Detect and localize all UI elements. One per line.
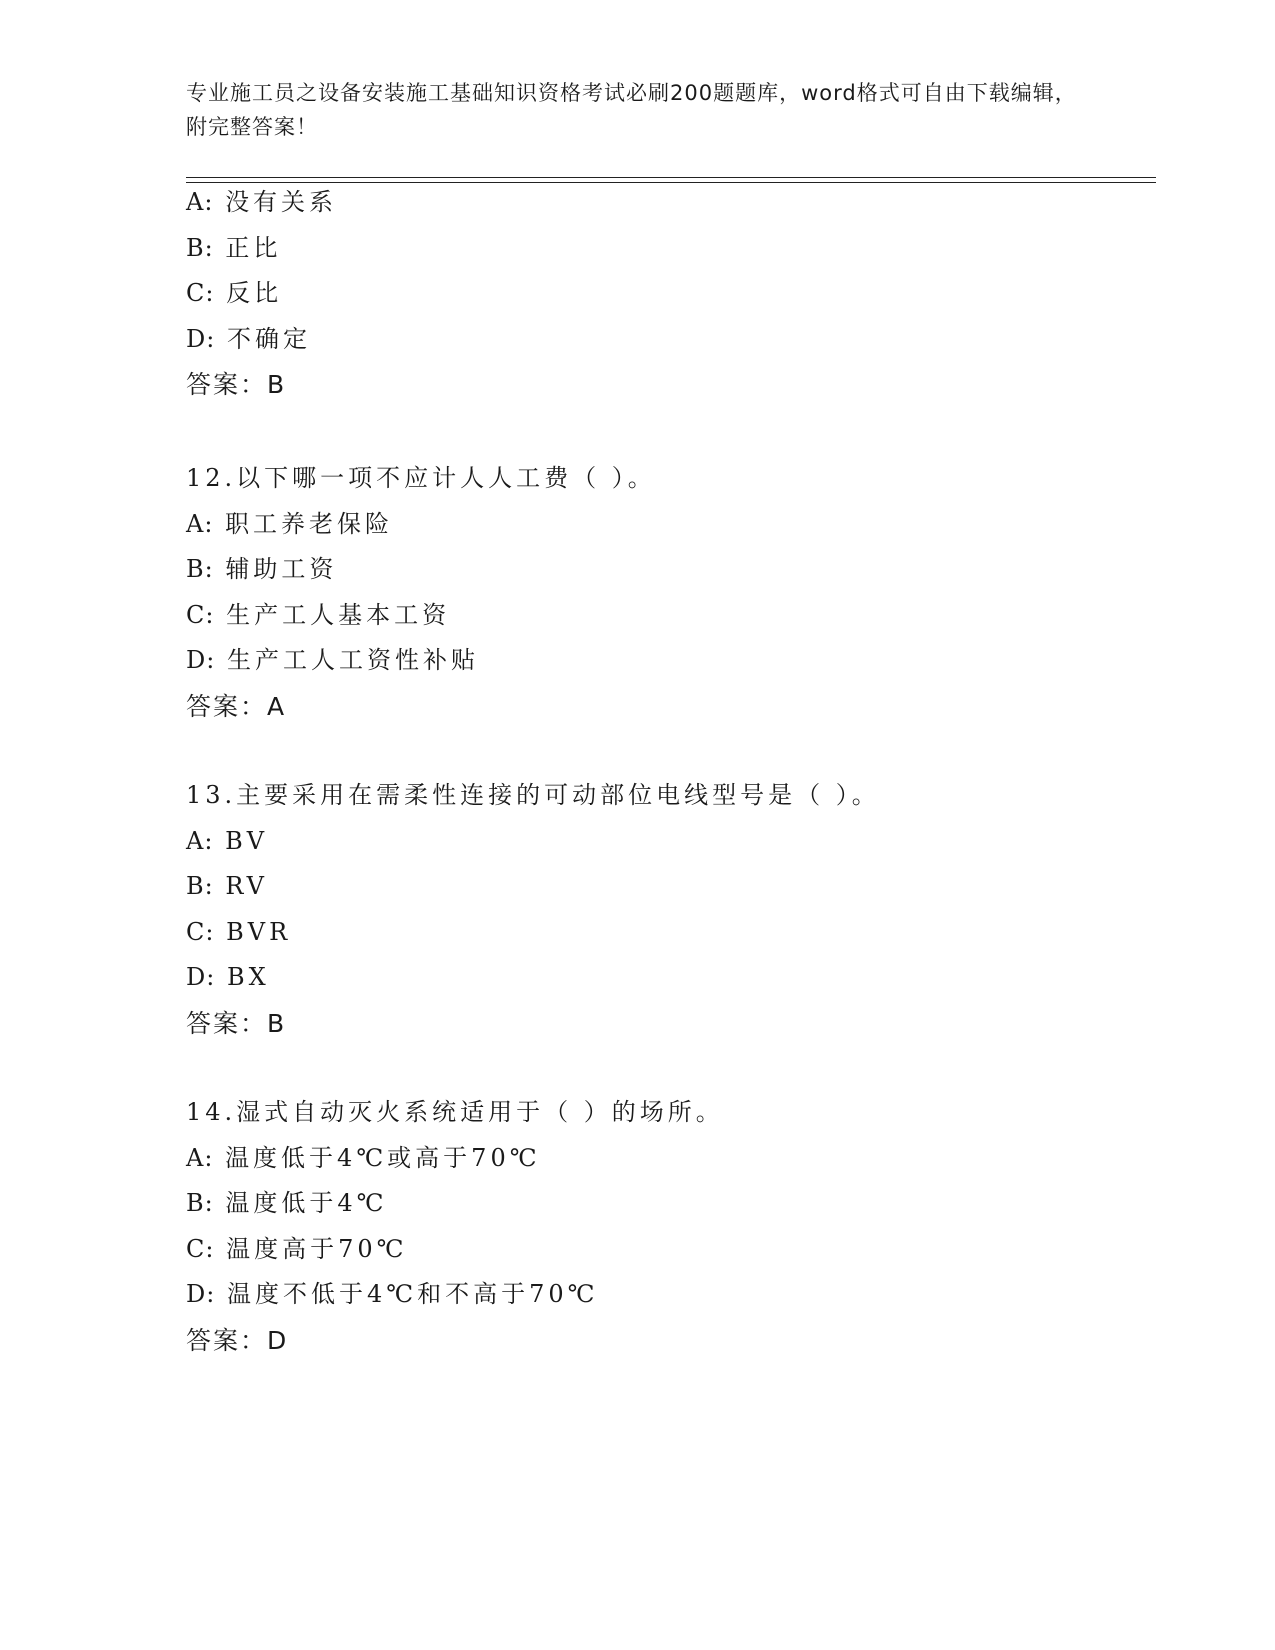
option-text: 辅助工资 [225,555,338,583]
option-b [186,1181,1146,1227]
option-letter: D: [186,324,216,353]
option-c [186,593,1146,639]
option-letter: A: [186,826,214,855]
option-text: 温度低于4℃或高于70℃ [225,1143,541,1172]
option-text: 职工养老保险 [225,509,394,538]
option-text: 温度不低于4℃和不高于70℃ [226,1280,599,1308]
option-text: 温度低于4℃ [225,1189,388,1217]
option-c [186,1227,1146,1273]
answer-line: 答案：B [186,1008,287,1038]
option-letter: D: [186,1280,216,1308]
option-d [186,955,1146,1001]
question-stem: 12.以下哪一项不应计人人工费（ ）。 [186,464,656,492]
option-text: 生产工人基本工资 [226,600,451,629]
option-a [186,819,1146,865]
option-text: 温度高于70℃ [226,1234,408,1263]
question-stem: 14.湿式自动灭火系统适用于（ ）的场所。 [186,1098,724,1126]
option-d [186,317,1146,363]
option-letter: D: [186,963,216,991]
option-letter: A: [186,1143,214,1172]
option-a [186,180,1146,226]
option-letter: B: [186,233,214,262]
option-c [186,271,1146,317]
option-letter: B: [186,1189,214,1217]
question-11-continued [186,180,1146,408]
option-b [186,864,1146,910]
answer-line: 答案：B [186,370,287,399]
question-12 [186,456,1146,729]
option-text: 没有关系 [225,188,338,216]
option-letter: B: [186,872,214,900]
option-text: 生产工人工资性补贴 [226,646,479,674]
option-letter: B: [186,555,214,583]
option-text: BVR [226,917,292,946]
option-text: BX [226,963,270,991]
option-a [186,502,1146,548]
option-b [186,226,1146,272]
option-d [186,638,1146,684]
option-c [186,910,1146,956]
option-text: 反比 [226,279,283,307]
option-letter: C: [186,600,215,629]
option-letter: C: [186,1234,215,1263]
option-d [186,1272,1146,1318]
question-14 [186,1090,1146,1363]
question-13 [186,773,1146,1046]
document-header: 专业施工员之设备安装施工基础知识资格考试必刷200题题库，word格式可自由下载编辑，附完整答案！ [186,81,1077,139]
option-letter: C: [186,917,215,946]
option-b [186,547,1146,593]
option-text: BV [225,826,269,855]
option-a [186,1136,1146,1182]
option-text: RV [225,872,268,900]
option-text: 正比 [225,233,282,262]
answer-line: 答案：A [186,691,287,721]
header-divider-top [186,177,1156,178]
answer-line: 答案：D [186,1325,289,1355]
option-letter: A: [186,188,214,216]
question-stem: 13.主要采用在需柔性连接的可动部位电线型号是（ ）。 [186,781,880,809]
option-letter: C: [186,279,215,307]
option-text: 不确定 [226,324,311,353]
option-letter: A: [186,509,214,538]
option-letter: D: [186,646,216,674]
